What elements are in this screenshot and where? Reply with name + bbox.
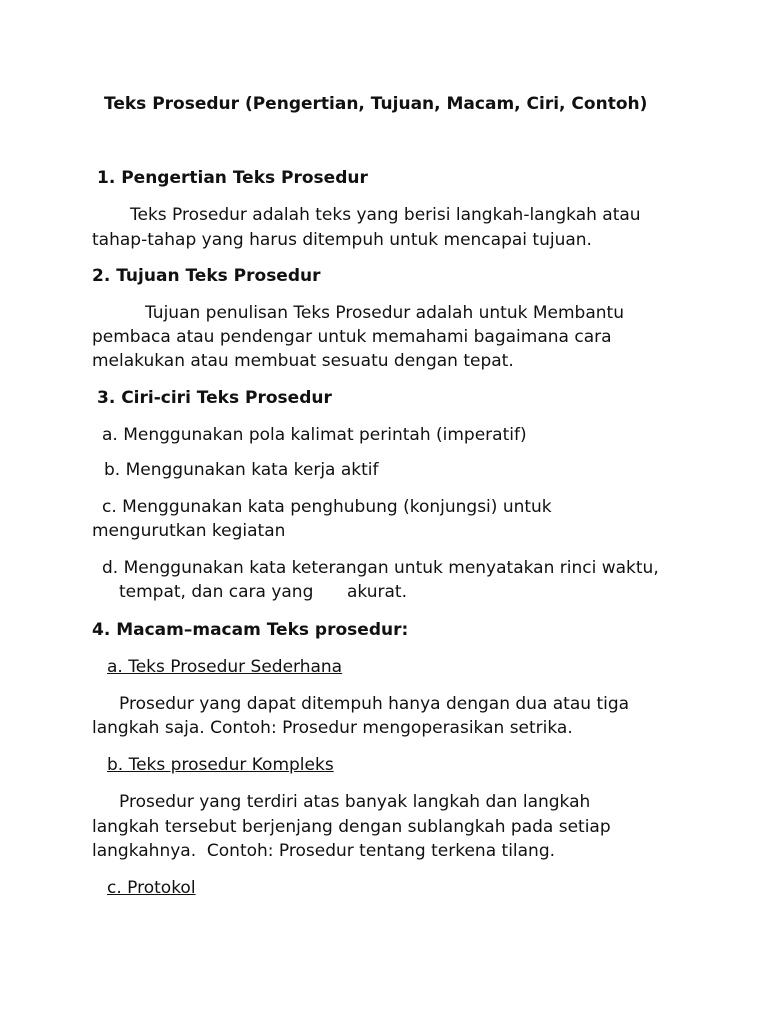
subheading-protokol: c. Protokol xyxy=(107,878,196,898)
list-item-d: d. Menggunakan kata keterangan untuk menyatakan rinci waktu, xyxy=(102,558,659,578)
heading-macam: 4. Macam–macam Teks prosedur: xyxy=(92,620,409,640)
paragraph-line: langkah tersebut berjenjang dengan sublangkah pada setiap xyxy=(92,817,611,837)
list-item-a: a. Menggunakan pola kalimat perintah (imperatif) xyxy=(102,425,527,445)
heading-tujuan: 2. Tujuan Teks Prosedur xyxy=(92,266,321,286)
subheading-kompleks: b. Teks prosedur Kompleks xyxy=(107,755,334,775)
subheading-sederhana: a. Teks Prosedur Sederhana xyxy=(107,657,343,677)
paragraph-line: langkah saja. Contoh: Prosedur mengoperasikan setrika. xyxy=(92,718,573,738)
heading-pengertian: 1. Pengertian Teks Prosedur xyxy=(97,168,368,188)
document-title: Teks Prosedur (Pengertian, Tujuan, Macam, Ciri, Contoh) xyxy=(104,94,648,114)
heading-ciri: 3. Ciri-ciri Teks Prosedur xyxy=(97,388,332,408)
paragraph-line: Prosedur yang dapat ditempuh hanya dengan dua atau tiga xyxy=(119,694,630,714)
list-item-c-continued: mengurutkan kegiatan xyxy=(92,521,286,541)
list-item-b: b. Menggunakan kata kerja aktif xyxy=(104,460,379,480)
paragraph-line: melakukan atau membuat sesuatu dengan tepat. xyxy=(92,351,514,371)
paragraph-line: Teks Prosedur adalah teks yang berisi langkah-langkah atau xyxy=(130,205,641,225)
paragraph-line: tahap-tahap yang harus ditempuh untuk mencapai tujuan. xyxy=(92,230,592,250)
paragraph-line: pembaca atau pendengar untuk memahami bagaimana cara xyxy=(92,327,612,347)
paragraph-line: Tujuan penulisan Teks Prosedur adalah untuk Membantu xyxy=(145,303,624,323)
paragraph-line: Prosedur yang terdiri atas banyak langkah dan langkah xyxy=(119,792,591,812)
list-item-d-continued: tempat, dan cara yang xyxy=(119,582,314,602)
paragraph-line: langkahnya. Contoh: Prosedur tentang terkena tilang. xyxy=(92,841,556,861)
list-item-d-continued-end: akurat. xyxy=(347,582,407,602)
list-item-c: c. Menggunakan kata penghubung (konjungsi) untuk xyxy=(102,497,552,517)
